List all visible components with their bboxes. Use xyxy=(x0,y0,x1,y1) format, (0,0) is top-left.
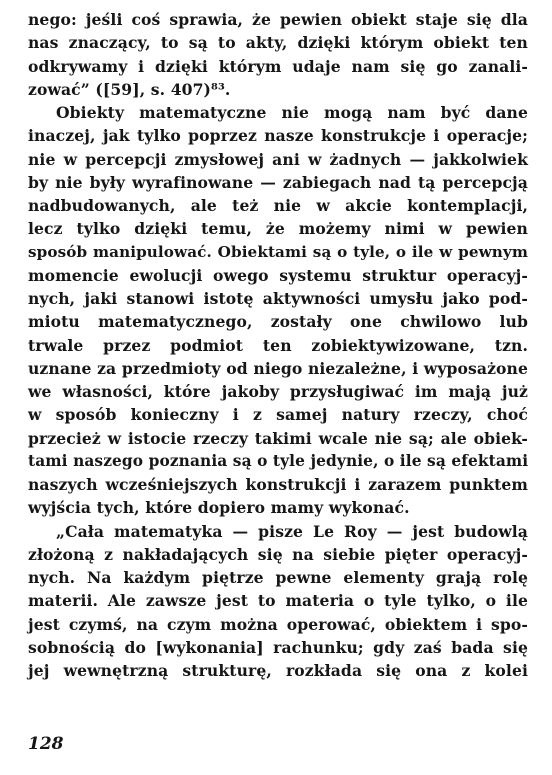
text-line: miotu matematycznego, zostały one chwilowo lub xyxy=(28,312,528,332)
text-line: nie w percepcji zmysłowej ani w żadnych — jakkolwiek xyxy=(28,149,528,169)
text-line: nadbudowanych, ale też nie w akcie kontemplacji, xyxy=(28,196,528,215)
text-line: nych. Na każdym piętrze pewne elementy grają rolę xyxy=(28,568,528,587)
text-line: we własności, które jakoby przysługiwać im mają już xyxy=(28,382,528,401)
text-line: tami naszego poznania są o tyle jedynie, o ile są efektami xyxy=(28,451,529,470)
text-line: „Cała matematyka — pisze Le Roy — jest budowlą xyxy=(56,521,528,541)
text-line: odkrywamy i dzięki którym udaje nam się go zanali- xyxy=(28,56,528,76)
text-line: trwale przez podmiot ten zobiektywizowane, tzn. xyxy=(28,335,528,355)
body-text xyxy=(28,8,528,682)
text-line: naszych wcześniejszych konstrukcji i zarazem punktem xyxy=(28,475,528,494)
text-line: zować” ([59], s. 407)⁸³. xyxy=(28,79,231,99)
text-line: nego: jeśli coś sprawia, że pewien obiekt staje się dla xyxy=(28,10,528,29)
text-line: materii. Ale zawsze jest to materia o tyle tylko, o ile xyxy=(28,591,528,611)
text-line: momencie ewolucji owego systemu struktur operacyj- xyxy=(28,265,528,285)
text-line: nas znaczący, to są to akty, dzięki którym obiekt ten xyxy=(28,33,528,53)
text-line: uznane za przedmioty od niego niezależne, i wyposażone xyxy=(28,358,528,378)
page-number: 128 xyxy=(28,734,64,754)
text-line: złożoną z nakładających się na siebie pięter operacyj- xyxy=(28,544,528,564)
text-line: Obiekty matematyczne nie mogą nam być dane xyxy=(56,103,528,122)
text-line: by nie były wyrafinowane — zabiegach nad tą percepcją xyxy=(28,172,528,192)
text-line: sposób manipulować. Obiektami są o tyle, o ile w pewnym xyxy=(28,242,528,261)
text-line: jej wewnętrzną strukturę, rozkłada się ona z kolei xyxy=(28,661,528,680)
text-line: sobnością do [wykonania] rachunku; gdy zaś bada się xyxy=(28,637,528,657)
text-line: w sposób konieczny i z samej natury rzeczy, choć xyxy=(28,405,528,425)
text-line: nych, jaki stanowi istotę aktywności umysłu jako pod- xyxy=(28,289,528,308)
text-line: wyjścia tych, które dopiero mamy wykonać. xyxy=(28,498,410,518)
text-line: jest czymś, na czym można operować, obiektem i spo- xyxy=(28,614,528,634)
text-line: lecz tylko dzięki temu, że możemy nimi w pewien xyxy=(28,219,528,239)
text-line: inaczej, jak tylko poprzez nasze konstrukcje i operacje; xyxy=(28,126,528,146)
text-line: przecież w istocie rzeczy takimi wcale nie są; ale obiek- xyxy=(28,428,528,448)
